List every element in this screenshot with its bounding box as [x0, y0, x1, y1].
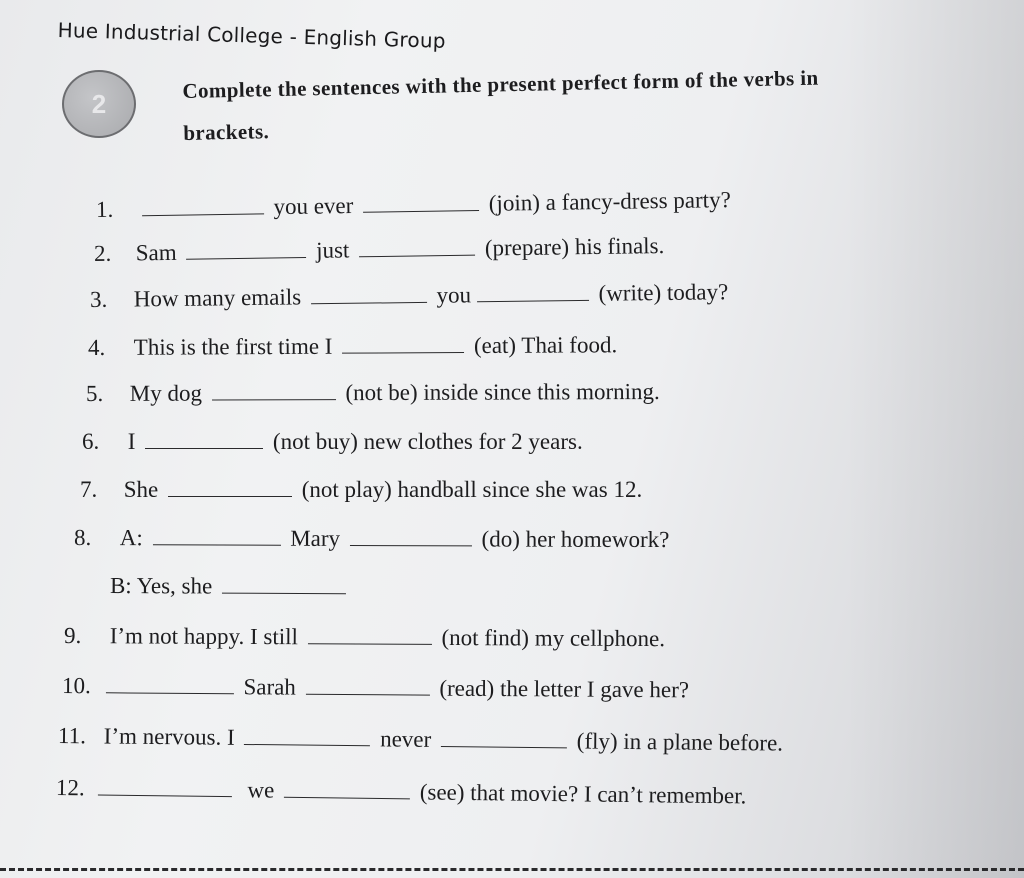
answer-blank[interactable] — [106, 672, 234, 694]
sentence-text: This is the first time I — [133, 333, 333, 360]
sentence-9 — [64, 622, 665, 652]
answer-blank[interactable] — [477, 280, 589, 302]
answer-blank[interactable] — [98, 775, 232, 798]
answer-blank[interactable] — [284, 777, 410, 800]
sentence-text: I’m not happy. I still — [109, 623, 299, 650]
exercise-number-badge: 2 — [62, 70, 136, 138]
sentence-number: 11. — [57, 723, 87, 749]
sentence-5 — [86, 378, 660, 407]
sentence-text: (fly) in a plane before. — [576, 728, 784, 756]
dashed-cut-line — [0, 868, 1024, 871]
sentence-number: 9. — [63, 623, 82, 649]
sentence-text: just — [315, 237, 350, 263]
sentence-text: A: — [119, 525, 143, 551]
sentence-11 — [58, 722, 783, 757]
sentence-number: 5. — [85, 380, 104, 406]
sentence-number: 4. — [87, 334, 106, 360]
sentence-text: (join) a fancy-dress party? — [488, 187, 731, 216]
answer-blank[interactable] — [359, 235, 475, 258]
sentence-text: never — [380, 726, 432, 752]
sentence-text: (read) the letter I gave her? — [439, 675, 690, 703]
sentence-text: My dog — [129, 380, 202, 406]
answer-blank[interactable] — [212, 379, 336, 400]
answer-blank[interactable] — [441, 726, 567, 748]
sentence-number: 8. — [73, 525, 92, 551]
sentence-text: we — [247, 777, 275, 803]
answer-blank[interactable] — [311, 282, 427, 304]
document-header: Hue Industrial College - English Group — [57, 18, 447, 53]
sentence-text: you ever — [273, 192, 354, 220]
sentence-4 — [88, 331, 617, 361]
sentence-text: She — [123, 477, 159, 502]
sentence-8-b — [110, 572, 350, 600]
sentence-number: 12. — [55, 775, 85, 801]
sentence-6 — [82, 428, 583, 455]
sentence-number: 2. — [93, 240, 112, 266]
instruction-line-1: Complete the sentences with the present perfect form of the verbs in — [182, 65, 819, 103]
sentence-text: B: Yes, she — [109, 573, 213, 599]
sentence-text: (see) that movie? I can’t remember. — [419, 779, 747, 809]
sentence-text: (not play) handball since she was 12. — [301, 477, 643, 502]
sentence-text: (eat) Thai food. — [473, 332, 618, 358]
sentence-text: I — [127, 429, 136, 454]
sentence-text: (not find) my cellphone. — [441, 624, 666, 652]
instruction-line-2: brackets. — [183, 119, 270, 145]
answer-blank[interactable] — [308, 623, 432, 645]
sentence-12 — [56, 774, 747, 809]
sentence-3 — [90, 278, 729, 313]
sentence-1 — [96, 186, 731, 223]
sentence-number: 7. — [80, 477, 98, 502]
sentence-8 — [74, 524, 669, 553]
answer-blank[interactable] — [145, 428, 263, 449]
sentence-number: 10. — [61, 673, 91, 699]
sentence-text: I’m nervous. I — [103, 723, 235, 750]
sentence-text: Mary — [290, 525, 341, 551]
sentence-text: (not be) inside since this morning. — [345, 378, 660, 406]
answer-blank[interactable] — [142, 193, 264, 216]
answer-blank[interactable] — [168, 476, 292, 497]
sentence-2 — [94, 232, 665, 267]
answer-blank[interactable] — [350, 525, 472, 546]
sentence-text: you — [436, 282, 472, 308]
answer-blank[interactable] — [342, 332, 464, 354]
answer-blank[interactable] — [152, 524, 280, 545]
sentence-number: 1. — [95, 196, 114, 222]
answer-blank[interactable] — [363, 190, 479, 213]
answer-blank[interactable] — [306, 674, 430, 696]
sentence-10 — [62, 672, 689, 703]
sentence-text: Sarah — [243, 674, 296, 700]
sentence-text: (not buy) new clothes for 2 years. — [272, 429, 583, 454]
sentence-text: How many emails — [133, 284, 302, 312]
answer-blank[interactable] — [222, 573, 346, 595]
sentence-text: Sam — [135, 239, 177, 266]
sentence-text: (write) today? — [598, 279, 729, 306]
sentence-7 — [80, 476, 642, 503]
answer-blank[interactable] — [244, 724, 370, 746]
sentence-number: 6. — [82, 429, 100, 454]
exercise-instruction — [182, 53, 984, 154]
answer-blank[interactable] — [186, 237, 306, 260]
sentence-text: (do) her homework? — [481, 526, 670, 553]
sentence-number: 3. — [89, 286, 108, 312]
sentence-text: (prepare) his finals. — [484, 233, 665, 261]
